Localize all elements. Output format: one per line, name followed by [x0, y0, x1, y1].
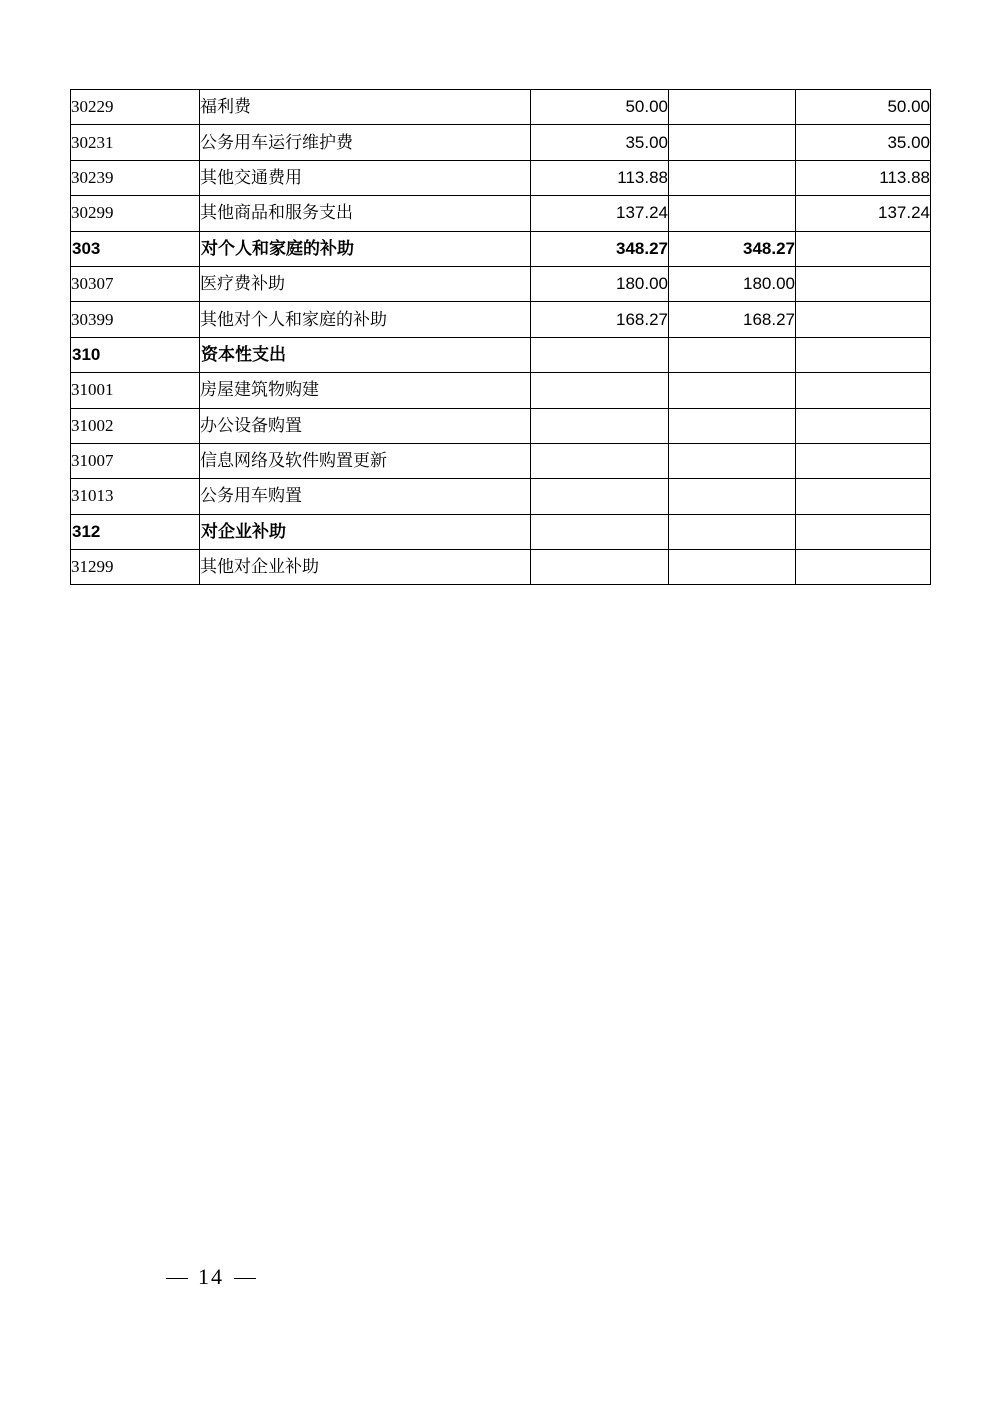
- row-total: [531, 550, 669, 585]
- table-group-row: [71, 231, 931, 266]
- row-total: 35.00: [531, 125, 669, 160]
- group-basic: [669, 337, 796, 372]
- row-project: 113.88: [796, 160, 931, 195]
- group-total: [531, 337, 669, 372]
- dash-left: [166, 1278, 188, 1279]
- group-total: 348.27: [531, 231, 669, 266]
- row-code: 31007: [71, 443, 200, 478]
- row-code: 31013: [71, 479, 200, 514]
- row-basic: [669, 479, 796, 514]
- row-name: 其他商品和服务支出: [200, 196, 531, 231]
- row-total: [531, 479, 669, 514]
- table-row: [71, 408, 931, 443]
- page-number-value: 14: [198, 1264, 224, 1289]
- row-name: 公务用车购置: [200, 479, 531, 514]
- row-name: 福利费: [200, 90, 531, 125]
- row-total: [531, 443, 669, 478]
- group-code: 312: [71, 514, 200, 549]
- row-project: 137.24: [796, 196, 931, 231]
- row-basic: [669, 443, 796, 478]
- group-code: 310: [71, 337, 200, 372]
- row-name: 医疗费补助: [200, 266, 531, 301]
- table-row: [71, 196, 931, 231]
- row-basic: [669, 373, 796, 408]
- row-total: [531, 373, 669, 408]
- row-code: 30229: [71, 90, 200, 125]
- table-row: [71, 302, 931, 337]
- table-row: [71, 550, 931, 585]
- table-row: [71, 373, 931, 408]
- table-group-row: [71, 514, 931, 549]
- row-total: 113.88: [531, 160, 669, 195]
- row-code: 30307: [71, 266, 200, 301]
- row-basic: 180.00: [669, 266, 796, 301]
- row-total: 180.00: [531, 266, 669, 301]
- row-project: [796, 408, 931, 443]
- row-basic: [669, 90, 796, 125]
- group-project: [796, 231, 931, 266]
- row-code: 31001: [71, 373, 200, 408]
- row-name: 公务用车运行维护费: [200, 125, 531, 160]
- row-name: 其他对个人和家庭的补助: [200, 302, 531, 337]
- group-basic: 348.27: [669, 231, 796, 266]
- table-row: [71, 125, 931, 160]
- row-basic: 168.27: [669, 302, 796, 337]
- group-project: [796, 337, 931, 372]
- row-project: [796, 479, 931, 514]
- row-code: 30231: [71, 125, 200, 160]
- row-basic: [669, 125, 796, 160]
- dash-right: [234, 1278, 256, 1279]
- row-project: [796, 550, 931, 585]
- group-code: 303: [71, 231, 200, 266]
- group-project: [796, 514, 931, 549]
- table-row: [71, 479, 931, 514]
- group-name: 资本性支出: [200, 337, 531, 372]
- table-row: [71, 160, 931, 195]
- row-project: 50.00: [796, 90, 931, 125]
- row-project: 35.00: [796, 125, 931, 160]
- row-name: 其他对企业补助: [200, 550, 531, 585]
- row-total: 50.00: [531, 90, 669, 125]
- table-group-row: [71, 337, 931, 372]
- row-basic: [669, 550, 796, 585]
- row-code: 31299: [71, 550, 200, 585]
- table-row: [71, 443, 931, 478]
- row-total: 168.27: [531, 302, 669, 337]
- row-project: [796, 266, 931, 301]
- row-code: 31002: [71, 408, 200, 443]
- group-name: 对个人和家庭的补助: [200, 231, 531, 266]
- group-basic: [669, 514, 796, 549]
- row-code: 30239: [71, 160, 200, 195]
- row-total: 137.24: [531, 196, 669, 231]
- group-total: [531, 514, 669, 549]
- row-name: 信息网络及软件购置更新: [200, 443, 531, 478]
- row-basic: [669, 196, 796, 231]
- row-total: [531, 408, 669, 443]
- row-project: [796, 443, 931, 478]
- group-name: 对企业补助: [200, 514, 531, 549]
- expenditure-table: [70, 89, 931, 585]
- row-code: 30399: [71, 302, 200, 337]
- row-basic: [669, 160, 796, 195]
- page-number: [156, 1264, 266, 1290]
- row-project: [796, 302, 931, 337]
- row-code: 30299: [71, 196, 200, 231]
- table-row: [71, 266, 931, 301]
- row-name: 房屋建筑物购建: [200, 373, 531, 408]
- row-basic: [669, 408, 796, 443]
- row-name: 其他交通费用: [200, 160, 531, 195]
- row-name: 办公设备购置: [200, 408, 531, 443]
- table-row: [71, 90, 931, 125]
- row-project: [796, 373, 931, 408]
